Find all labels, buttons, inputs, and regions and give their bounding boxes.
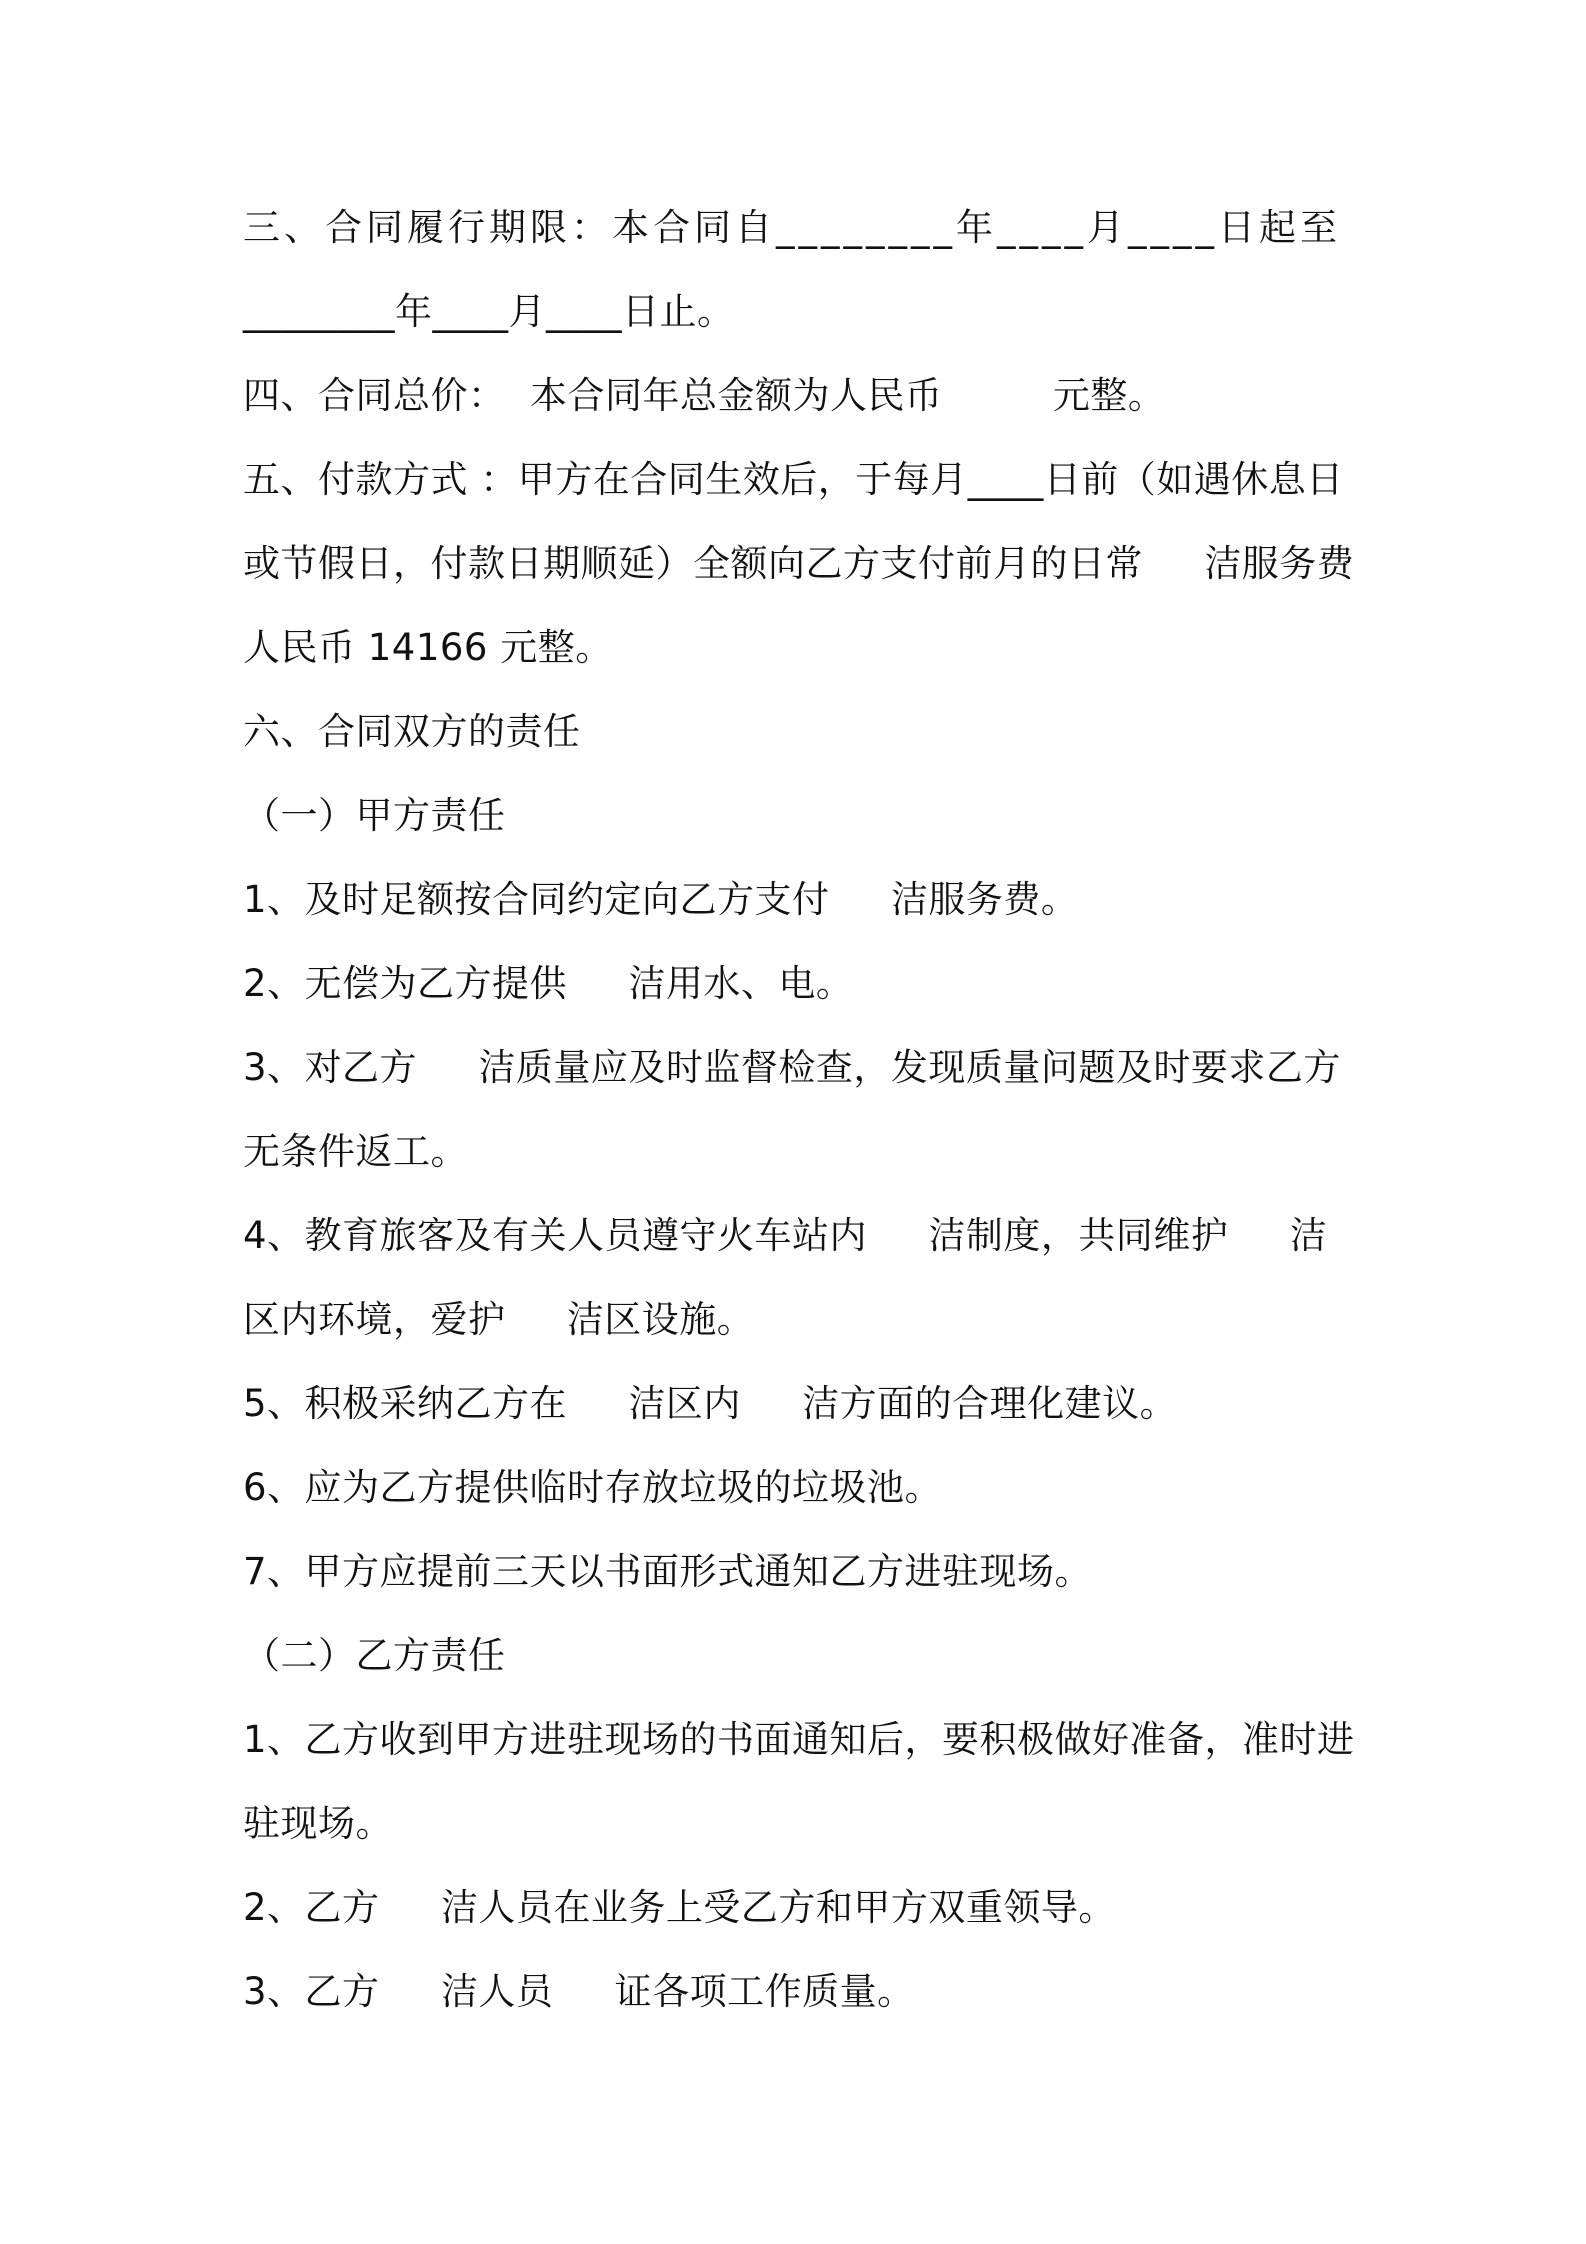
list-item-continuation: 驻现场。 bbox=[243, 1802, 393, 1845]
list-item: 2、无偿为乙方提供 洁用水、电。 bbox=[243, 962, 854, 1005]
list-item: 2、乙方 洁人员在业务上受乙方和甲方双重领导。 bbox=[243, 1886, 1116, 1929]
text-line: 或节假日，付款日期顺延）全额向乙方支付前月的日常 洁服务费 bbox=[243, 542, 1355, 585]
text-line: 三、合同履行期限：本合同自________年____月____日起至 bbox=[243, 206, 1341, 249]
text-line: 五、付款方式 ：甲方在合同生效后，于每月____日前（如遇休息日 bbox=[243, 458, 1344, 501]
list-item-continuation: 无条件返工。 bbox=[243, 1130, 468, 1173]
list-item: 6、应为乙方提供临时存放垃圾的垃圾池。 bbox=[243, 1466, 943, 1509]
section-heading: 六、合同双方的责任 bbox=[243, 710, 581, 753]
list-item: 3、对乙方 洁质量应及时监督检查，发现质量问题及时要求乙方 bbox=[243, 1046, 1341, 1089]
list-item: 5、积极采纳乙方在 洁区内 洁方面的合理化建议。 bbox=[243, 1382, 1178, 1425]
subsection-heading: （一）甲方责任 bbox=[243, 794, 506, 837]
list-item-continuation: 区内环境，爱护 洁区设施。 bbox=[243, 1298, 755, 1341]
list-item: 1、及时足额按合同约定向乙方支付 洁服务费。 bbox=[243, 878, 1079, 921]
list-item: 7、甲方应提前三天以书面形式通知乙方进驻现场。 bbox=[243, 1550, 1093, 1593]
list-item: 4、教育旅客及有关人员遵守火车站内 洁制度，共同维护 洁 bbox=[243, 1214, 1328, 1257]
list-item: 1、乙方收到甲方进驻现场的书面通知后，要积极做好准备，准时进 bbox=[243, 1718, 1355, 1761]
text-line: ________年____月____日止。 bbox=[243, 290, 735, 333]
list-item: 3、乙方 洁人员 证各项工作质量。 bbox=[243, 1970, 915, 2013]
text-line: 人民币 14166 元整。 bbox=[243, 626, 613, 669]
subsection-heading: （二）乙方责任 bbox=[243, 1634, 506, 1677]
text-line: 四、合同总价： 本合同年总金额为人民币 元整。 bbox=[243, 374, 1166, 417]
